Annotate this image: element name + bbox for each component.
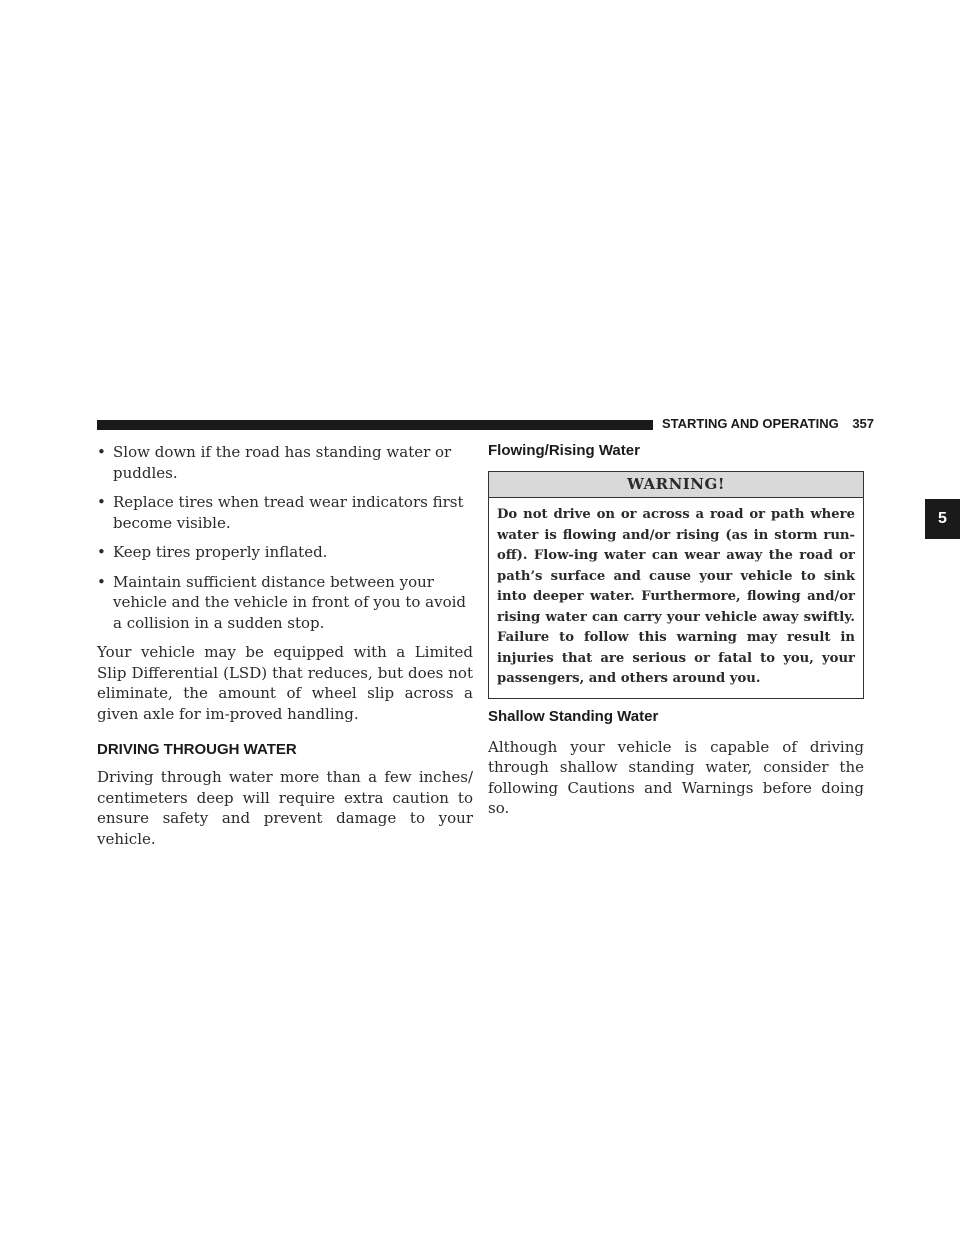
warning-text: Do not drive on or across a road or path where water is flowing and/or rising (as in storm run-off). Flow-ing water can wear away the road or path’s surface and cause your vehicle to sink into deeper water. Furthermore, flowing and/or rising water can carry your vehicle away swiftly. Failure to follow this warning may result in injuries that are serious or fatal to you, your passengers, and others around you.	[497, 507, 855, 686]
left-column	[97, 442, 473, 849]
list-item: • Keep tires properly inflated.	[97, 543, 328, 561]
list-item: • Slow down if the road has standing water or puddles.	[97, 443, 452, 482]
warning-title: WARNING!	[489, 472, 863, 498]
bullet-icon: •	[97, 443, 106, 461]
shallow-water-paragraph: Although your vehicle is capable of driving through shallow standing water, consider the following Cautions and Warnings before doing so.	[488, 737, 864, 817]
list-item: • Replace tires when tread wear indicators first become visible.	[97, 493, 464, 532]
bullet-icon: •	[97, 543, 106, 561]
lsd-paragraph: Your vehicle may be equipped with a Limited Slip Differential (LSD) that reduces, but does not eliminate, the amount of wheel slip across a given axle for im-proved handling.	[97, 643, 473, 723]
section-heading: DRIVING THROUGH WATER	[97, 741, 297, 758]
running-header	[662, 416, 874, 431]
water-intro-paragraph: Driving through water more than a few inches/ centimeters deep will require extra caution to ensure safety and prevent damage to your vehicle.	[97, 768, 473, 848]
page-number: 357	[852, 416, 875, 431]
chapter-tab: 5	[925, 499, 960, 539]
bullet-icon: •	[97, 493, 106, 511]
header-rule	[97, 420, 653, 430]
list-item: • Maintain sufficient distance between your vehicle and the vehicle in front of you to avoid a collision in a sudden stop.	[97, 572, 467, 632]
warning-box	[488, 471, 864, 699]
flowing-water-heading: Flowing/Rising Water	[488, 442, 640, 459]
right-column	[488, 442, 864, 819]
shallow-water-heading: Shallow Standing Water	[488, 707, 659, 725]
bullet-icon: •	[97, 572, 106, 591]
tire-bullet-list	[97, 442, 473, 633]
section-title: STARTING AND OPERATING	[662, 416, 839, 431]
